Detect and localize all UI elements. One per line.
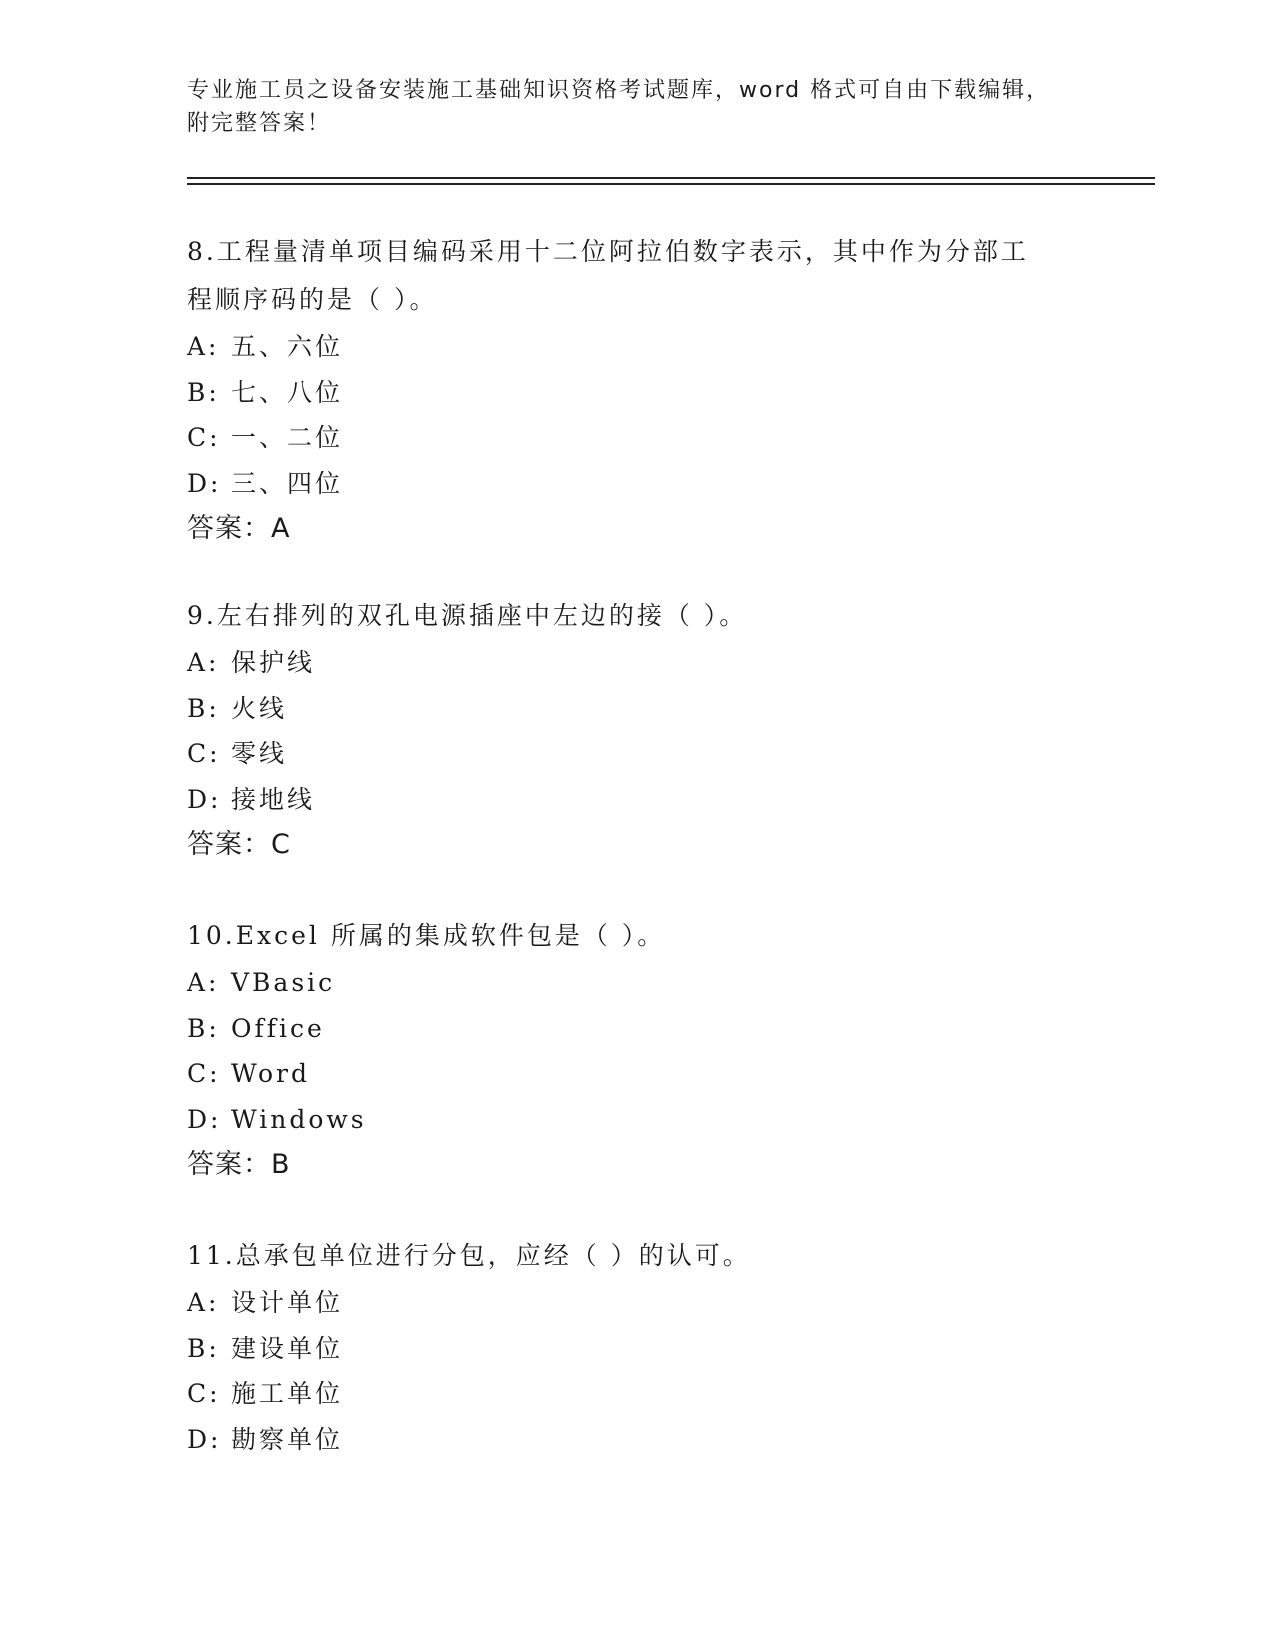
option-key: A: — [187, 968, 220, 997]
option-text: 建设单位 — [231, 1333, 344, 1363]
option-text: 接地线 — [231, 784, 316, 814]
header-line-1: 专业施工员之设备安装施工基础知识资格考试题库，word 格式可自由下载编辑， — [187, 78, 1051, 103]
option-c — [187, 731, 1087, 777]
answer-line: 答案：B — [187, 1149, 291, 1180]
question-stem-line: 程顺序码的是（ ）。 — [187, 285, 438, 314]
answer-line: 答案：A — [187, 513, 291, 544]
option-key: B: — [187, 1013, 220, 1043]
question-stem-line: 8.工程量清单项目编码采用十二位阿拉伯数字表示，其中作为分部工 — [187, 237, 1029, 266]
option-key: A: — [187, 1288, 220, 1317]
header-divider-top — [187, 177, 1155, 179]
option-text: Word — [231, 1059, 311, 1088]
option-key: B: — [187, 693, 220, 723]
option-b — [187, 686, 1087, 732]
option-key: C: — [187, 423, 221, 452]
option-key: A: — [187, 648, 220, 677]
question-stem-line: 9.左右排列的双孔电源插座中左边的接（ ）。 — [187, 601, 748, 630]
option-text: 火线 — [231, 693, 288, 723]
option-key: C: — [187, 1379, 221, 1408]
question-11 — [187, 1232, 1087, 1462]
option-d — [187, 777, 1087, 823]
question-10 — [187, 912, 1087, 1187]
option-d — [187, 461, 1087, 507]
option-text: 七、八位 — [231, 377, 344, 407]
option-key: D: — [187, 1104, 222, 1134]
option-b — [187, 1326, 1087, 1372]
option-text: Office — [231, 1013, 325, 1043]
option-text: 保护线 — [231, 648, 316, 677]
option-key: A: — [187, 332, 220, 361]
option-text: 勘察单位 — [231, 1424, 344, 1454]
document-header — [187, 74, 1087, 140]
option-text: 设计单位 — [231, 1288, 344, 1317]
option-b — [187, 370, 1087, 416]
option-b — [187, 1006, 1087, 1052]
option-text: 零线 — [231, 739, 288, 768]
option-a — [187, 324, 1087, 370]
option-c — [187, 415, 1087, 461]
question-stem-line: 10.Excel 所属的集成软件包是（ ）。 — [187, 921, 666, 950]
option-a — [187, 960, 1087, 1006]
option-text: 五、六位 — [231, 332, 344, 361]
option-key: D: — [187, 784, 222, 814]
option-key: B: — [187, 1333, 220, 1363]
option-d — [187, 1097, 1087, 1143]
option-text: 施工单位 — [231, 1379, 344, 1408]
option-text: 三、四位 — [231, 468, 344, 498]
option-text: VBasic — [231, 968, 336, 997]
option-a — [187, 640, 1087, 686]
option-text: Windows — [231, 1104, 367, 1134]
option-text: 一、二位 — [231, 423, 344, 452]
option-c — [187, 1051, 1087, 1097]
option-key: B: — [187, 377, 220, 407]
question-8 — [187, 228, 1087, 551]
answer-line: 答案：C — [187, 829, 291, 860]
option-a — [187, 1280, 1087, 1326]
option-c — [187, 1371, 1087, 1417]
option-d — [187, 1417, 1087, 1463]
question-stem-line: 11.总承包单位进行分包，应经（ ）的认可。 — [187, 1241, 751, 1270]
option-key: C: — [187, 1059, 221, 1088]
option-key: C: — [187, 739, 221, 768]
question-9 — [187, 592, 1087, 867]
header-line-2: 附完整答案！ — [187, 111, 332, 136]
option-key: D: — [187, 468, 222, 498]
header-divider-bottom — [187, 183, 1155, 185]
option-key: D: — [187, 1424, 222, 1454]
